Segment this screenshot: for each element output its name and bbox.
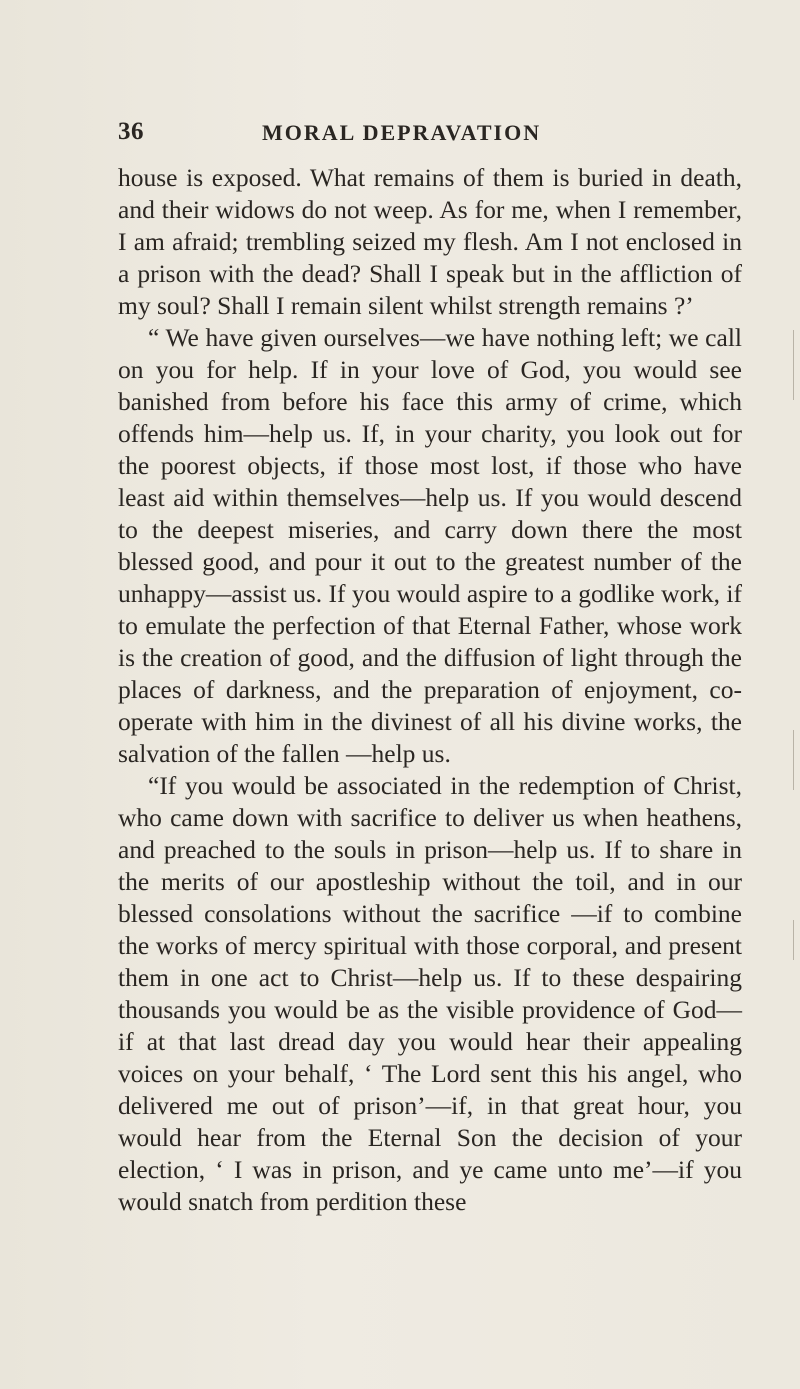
page-number: 36: [118, 118, 144, 145]
paragraph-3: “If you would be associated in the redemption of Christ, who came down with sacrifice to deliver us when heathens, and preached to the souls in prison—help us. If to share in the merits of our apostleship without the toil, and in our blessed consolations without the sacrifice —if to combine the works of mercy spiritual with those corporal, and present them in one act to Christ—help us. If to these despairing thousands you would be as the visible providence of God—if at that last dread day you would hear their appealing voices on your behalf, ‘ The Lord sent this his angel, who delivered me out of prison’—if, in that great hour, you would hear from the Eternal Son the decision of your election, ‘ I was in prison, and ye came unto me’—if you would snatch from perdition these: [118, 771, 742, 1216]
body-text: [118, 162, 742, 1218]
page-edge-mark: [793, 920, 794, 960]
running-head-title: MORAL DEPRAVATION: [262, 120, 542, 145]
page-edge-mark: [793, 730, 794, 790]
paragraph-2: “ We have given ourselves—we have nothing left; we call on you for help. If in your love of God, you would see banished from before his face this army of crime, which offends him—help us. If, in your charity, you look out for the poorest objects, if those most lost, if those who have least aid within themselves—help us. If you would descend to the deepest miseries, and carry down there the most blessed good, and pour it out to the greatest number of the unhappy—assist us. If you would aspire to a godlike work, if to emulate the perfection of that Eternal Father, whose work is the creation of good, and the diffusion of light through the places of darkness, and the preparation of enjoyment, co-operate with him in the divinest of all his divine works, the salvation of the fallen —help us.: [118, 323, 742, 768]
running-head: [118, 118, 718, 152]
page-edge-mark: [793, 330, 794, 400]
paragraph-1: house is exposed. What remains of them is buried in death, and their widows do not weep. As for me, when I remember, I am afraid; trembling seized my flesh. Am I not enclosed in a prison with the dead? Shall I speak but in the affliction of my soul? Shall I remain silent whilst strength remains ?’: [118, 163, 742, 320]
